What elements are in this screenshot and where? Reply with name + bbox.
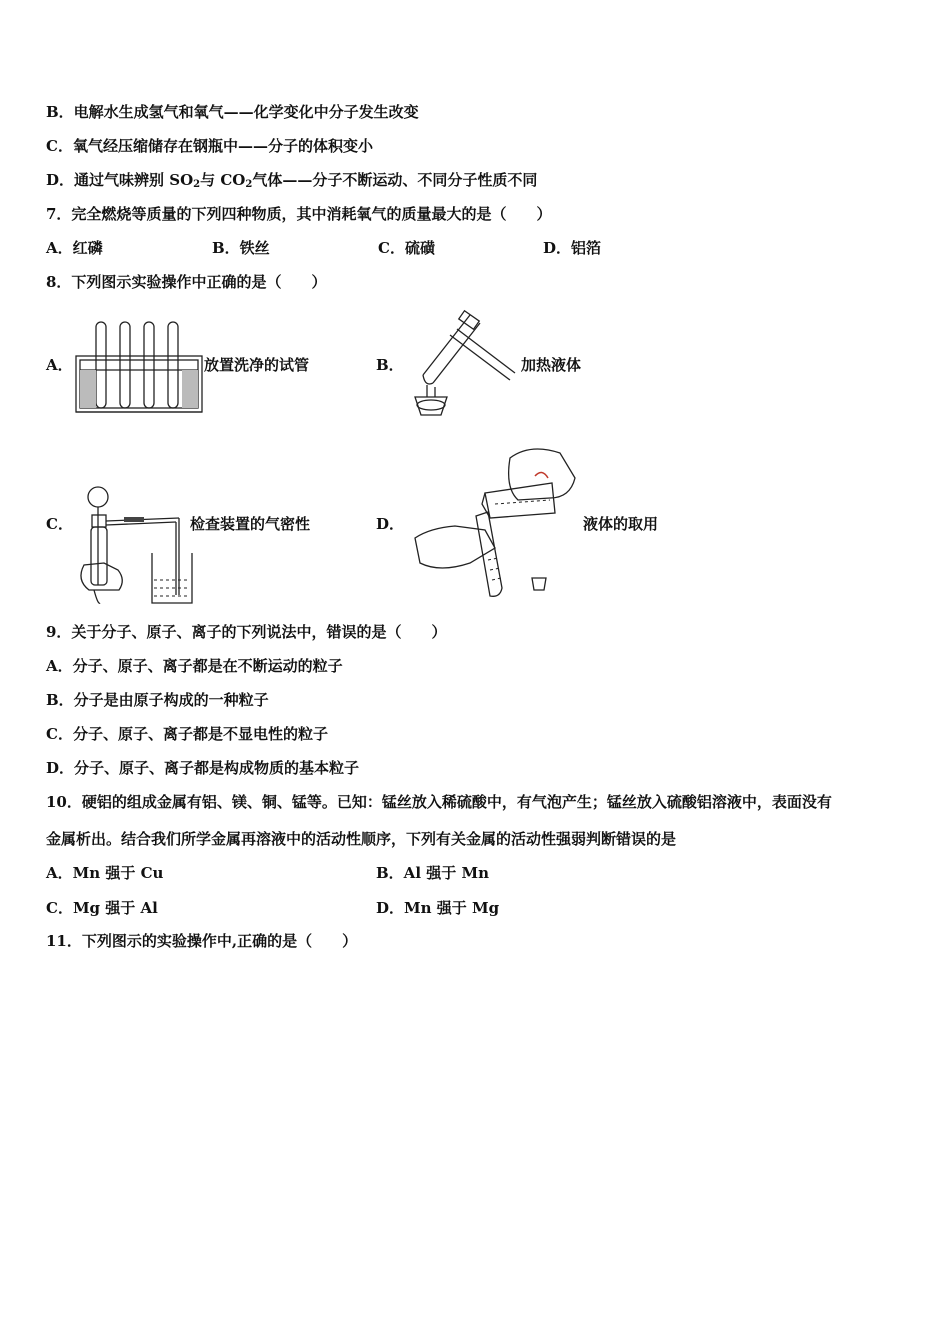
q9-option-a: A．分子、原子、离子都是在不断运动的粒子 — [46, 657, 343, 675]
q10-option-c: C．Mg 强于 Al — [46, 899, 158, 917]
q7-option-d: D．铝箔 — [543, 239, 602, 257]
q10-option-b: B．Al 强于 Mn — [376, 864, 489, 882]
q7-option-a: A．红磷 — [46, 239, 103, 257]
q9-option-d: D．分子、原子、离子都是构成物质的基本粒子 — [46, 759, 360, 777]
heating-liquid-illustration — [405, 305, 515, 420]
q8-option-c-letter: C． — [46, 515, 73, 533]
q10-stem-line2: 金属析出。结合我们所学金属再溶液中的活动性顺序，下列有关金属的活动性强弱判断错误的是 — [46, 830, 677, 848]
q6-option-b: B．电解水生成氢气和氧气——化学变化中分子发生改变 — [46, 103, 419, 121]
q8-option-a-letter: A． — [46, 356, 73, 374]
q8-option-d-caption: 液体的取用 — [583, 515, 659, 533]
q9-option-c: C．分子、原子、离子都是不显电性的粒子 — [46, 725, 328, 743]
q8-option-b-letter: B． — [376, 356, 404, 374]
q7-stem: 7．完全燃烧等质量的下列四种物质，其中消耗氧气的质量最大的是（ ） — [46, 205, 552, 223]
q7-option-b: B．铁丝 — [212, 239, 270, 257]
test-tube-rack-illustration — [74, 318, 204, 418]
q6-option-d: D．通过气味辨别 $SO_2$与 $CO_2$气体——分子不断运动、不同分子性质不同 — [46, 171, 538, 190]
q10-stem-line1: 10．硬铝的组成金属有铝、镁、铜、锰等。已知：锰丝放入稀硫酸中，有气泡产生；锰丝放入硫酸铝溶液中，表面没有 — [46, 793, 832, 811]
liquid-pouring-illustration — [410, 438, 585, 603]
q6-option-c: C．氧气经压缩储存在钢瓶中——分子的体积变小 — [46, 137, 373, 155]
q8-option-d-letter: D． — [376, 515, 405, 533]
q11-stem: 11．下列图示的实验操作中,正确的是（ ） — [46, 932, 358, 950]
q7-option-c: C．硫磺 — [378, 239, 435, 257]
airtightness-check-illustration — [74, 485, 199, 610]
q8-option-c-caption: 检查装置的气密性 — [190, 515, 311, 533]
q10-option-a: A．Mn 强于 Cu — [46, 864, 164, 882]
q8-stem: 8．下列图示实验操作中正确的是（ ） — [46, 273, 327, 291]
q9-option-b: B．分子是由原子构成的一种粒子 — [46, 691, 269, 709]
q9-stem: 9．关于分子、原子、离子的下列说法中，错误的是（ ） — [46, 623, 447, 641]
q8-option-a-caption: 放置洗净的试管 — [204, 356, 310, 374]
q8-option-b-caption: 加热液体 — [521, 356, 582, 374]
q10-option-d: D．Mn 强于 Mg — [376, 899, 500, 917]
